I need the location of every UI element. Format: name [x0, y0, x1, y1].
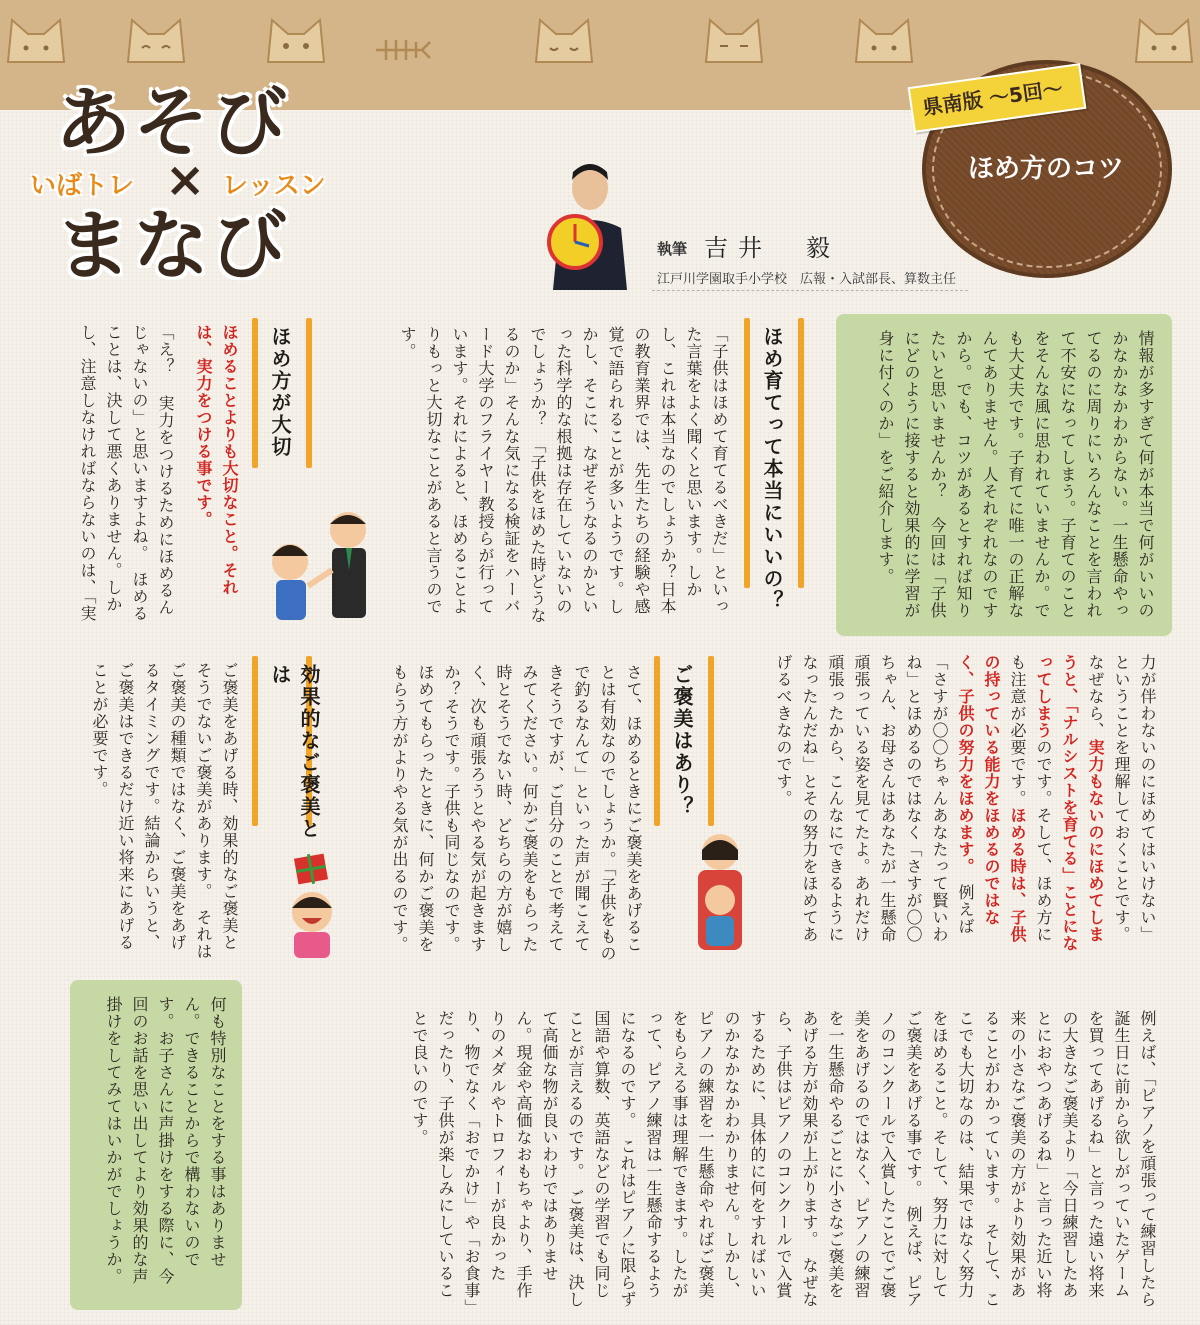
intro-text: 情報が多すぎて何が本当で何がいいのかなかなかわからない。一生懸命やってるのに周りにいろんなことを言われて不安になってしまう。子育てのことをそんな風に思われていませんか。でも大丈夫です。子育てに唯一の正解なんてありません。人それぞれなのですから。でも、コツがあるとすれば知りたいと思いませんか？ 今回は「子供にどのように接すると効果的に学習が身に付くのか」をご紹介します。	[876, 330, 1155, 619]
divider	[652, 290, 968, 291]
section4-heading: ご褒美はあり？	[670, 664, 694, 818]
heading-bar	[306, 318, 312, 468]
mother-child-illustration	[688, 830, 752, 955]
masthead-sub-right: レッスン	[222, 171, 326, 201]
author-affiliation: 江戸川学園取手小学校 広報・入試部長、算数主任	[657, 272, 957, 287]
heading-bar	[798, 318, 804, 588]
section5-body: ご褒美をあげる時、効果的なご褒美とそうでないご褒美があります。 それはご褒美の種類ではなく、ご褒美をあげるタイミングです。結論からいうと、ご褒美はできるだけ近い将来にあげることが必要です。	[90, 662, 239, 960]
section5-heading: 効果的なご褒美とは	[268, 664, 321, 840]
child-gift-illustration	[280, 850, 344, 960]
masthead-cross: ×	[165, 152, 206, 208]
heading-bar	[708, 656, 714, 826]
cat-icon	[1130, 12, 1198, 74]
section2-heading: ほめ方が大切	[268, 326, 292, 458]
edition-label: 県南版 ～5回～	[921, 76, 1065, 120]
section1-body: 「子供はほめて育てるべきだ」といった言葉をよく聞くと思います。しかし、これは本当なのでしょうか？日本の教育業界では、先生たちの経験や感覚で語られることが多いようです。しかし、そこに、なぜそうなるのかといった科学的な根拠は存在していないのでしょうか？ 「子供をほめた時どうなるのか」そんな気になる検証をハーバード大学のフライヤー教授らが行っています。それによると、ほめることよりもっと大切なことがあると言うのです。	[398, 326, 729, 624]
teacher-child-illustration	[250, 500, 380, 625]
section1-heading: ほめ育てって本当にいいの？	[760, 326, 784, 612]
cat-icon	[700, 12, 768, 74]
cat-icon	[530, 12, 598, 74]
section2-body: 「え？ 実力をつけるためにほめるんじゃないの」と思いますよね。 ほめることは、決して悪くありません。しかし、注意しなければならないのは、「実	[78, 324, 175, 622]
author-role: 執筆	[657, 240, 688, 258]
masthead-title-top: あそび	[55, 78, 289, 167]
author-name: 吉井 毅	[704, 234, 840, 262]
fish-bone-icon	[372, 30, 432, 70]
section2-highlight: ほめることよりも大切なこと。それは、実力をつける事です。	[194, 324, 239, 596]
section3-body: 力が伴わないのにほめてはいけない」ということを理解しておくことです。なぜなら、実力もないのにほめてしまうと、「ナルシストを育てる」ことになってしまうのです。そして、ほめ方にも注意が必要です。ほめる時は、子供の持っている能力をほめるのではなく、子供の努力をほめます。 例えば「さすが〇〇ちゃんあなたって賢いわね」とほめるのではなく「さすが〇〇ちゃん、お母さんはあなたが一生懸命頑張っている姿を見てたよ。あれだけ頑張ったから、こんなにできるようになったんだね」とその努力をほめてあげるべきなのです。	[774, 654, 1157, 952]
author-photo	[535, 150, 645, 290]
closing-text: 何も特別なことをする事はありません。できることからで構わないのです。お子さんに声掛けをする際に、今回のお話を思い出してより効果的な声掛けをしてみてはいかがでしょうか。	[104, 996, 227, 1285]
heading-bar	[252, 656, 258, 826]
cat-icon	[850, 12, 918, 74]
section4-body: さて、ほめるときにご褒美をあげることは有効なのでしょうか。「子供をもので釣るなんて」といった声が聞こえてきそうですが、ご自分のことで考えてみてください。何かご褒美をもらった時とそうでない時、どちらの方が嬉しく、次も頑張ろうとやる気が起きますか？そうです。子供も同じなのです。ほめてもらったときに、何かご褒美をもらう方がよりやる気が出るのです。	[390, 664, 643, 962]
topic-title: ほめ方のコツ	[968, 154, 1125, 184]
section6-body: 例えば、「ピアノを頑張って練習したら誕生日に前から欲しがっていたゲームを買ってあげるね」と言った遠い将来の大きなご褒美より「今日練習したあとにおやつあげるね」と言った近い将来の小さなご褒美の方がより効果があることがわかっています。 そして、ここでも大切なのは、結果ではなく努力をほめること。そして、努力に対してご褒美をあげる事です。 例えば、ピアノのコンクールで入賞したことでご褒美をあげるのではなく、ピアノの練習を一生懸命やるごとに小さなご褒美をあげる方が効果が上がります。 なぜなら、子供はピアノのコンクールで入賞するために、具体的に何をすればいいのかなかなかわかりません。しかし、ピアノの練習を一生懸命やればご褒美をもらえる事は理解できます。したがって、ピアノ練習は一生懸命するようになるのです。 これはピアノに限らず国語や算数、英語などの学習でも同じことが言えるのです。 ご褒美は、決して高価な物が良いわけではありません。現金や高価なおもちゃより、手作りのメダルやトロフィーが良かったり、物でなく「おでかけ」や「お食事」だったり、子供が楽しみにしていることで良いのです。	[410, 1010, 1157, 1308]
heading-bar	[252, 318, 258, 468]
masthead-title-bottom: まなび	[55, 201, 289, 290]
heading-bar	[654, 656, 660, 826]
masthead-sub-left: いばトレ	[30, 171, 135, 201]
heading-bar	[744, 318, 750, 588]
